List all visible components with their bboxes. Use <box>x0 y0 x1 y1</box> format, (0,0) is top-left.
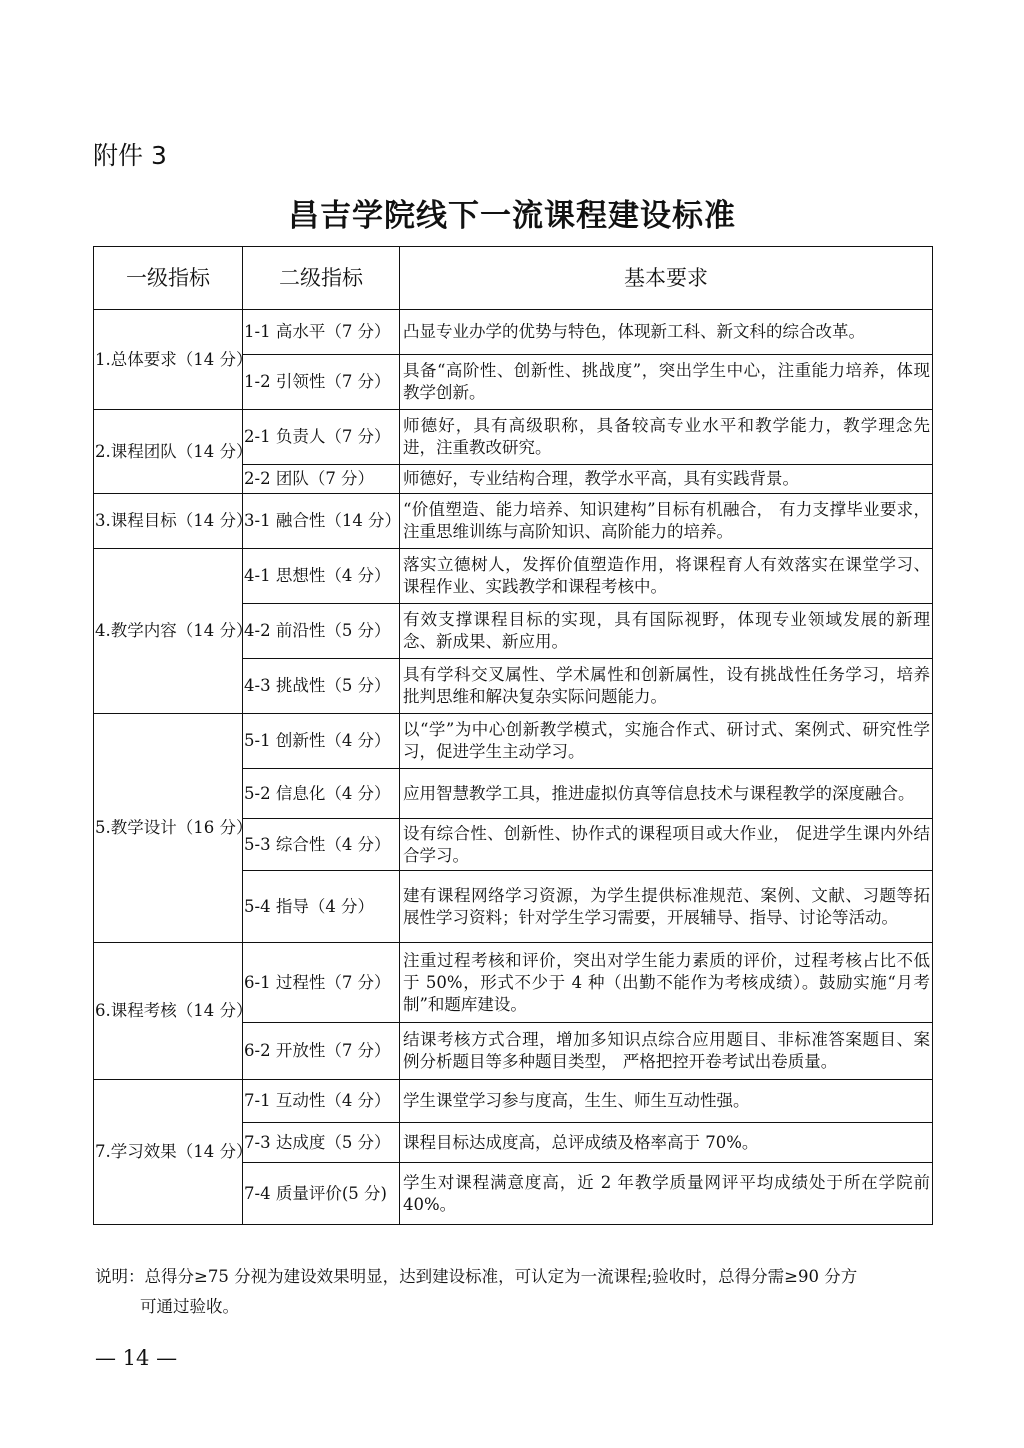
level2-indicator: 3-1 融合性（14 分） <box>243 494 400 549</box>
table-row <box>94 494 933 549</box>
requirement-text: “价值塑造、能力培养、知识建构”目标有机融合， 有力支撑毕业要求，注重思维训练与高阶知识、高阶能力的培养。 <box>400 494 933 549</box>
requirement-text: 学生对课程满意度高，近 2 年教学质量网评平均成绩处于所在学院前 40%。 <box>400 1163 933 1225</box>
requirement-text: 落实立德树人，发挥价值塑造作用，将课程育人有效落实在课堂学习、课程作业、实践教学和课程考核中。 <box>400 549 933 604</box>
table-row <box>94 1080 933 1123</box>
requirement-text: 学生课堂学习参与度高，生生、师生互动性强。 <box>400 1080 933 1123</box>
requirement-text: 建有课程网络学习资源，为学生提供标准规范、案例、文献、习题等拓展性学习资料；针对学生学习需要，开展辅导、指导、讨论等活动。 <box>400 871 933 943</box>
level2-indicator: 5-2 信息化（4 分） <box>243 769 400 819</box>
attachment-label: 附件 3 <box>93 141 167 170</box>
level2-indicator: 2-1 负责人（7 分） <box>243 410 400 465</box>
note-line-1: 说明：总得分≥75 分视为建设效果明显，达到建设标准，可认定为一流课程;验收时，总得分需≥90 分方 <box>95 1267 858 1286</box>
column-header-level2: 二级指标 <box>243 247 400 310</box>
level2-indicator: 5-4 指导（4 分） <box>243 871 400 943</box>
level2-indicator: 5-1 创新性（4 分） <box>243 714 400 769</box>
column-header-level1: 一级指标 <box>94 247 243 310</box>
document-title: 昌吉学院线下一流课程建设标准 <box>288 198 736 234</box>
level2-indicator: 7-1 互动性（4 分） <box>243 1080 400 1123</box>
requirement-text: 应用智慧教学工具，推进虚拟仿真等信息技术与课程教学的深度融合。 <box>400 769 933 819</box>
level2-indicator: 2-2 团队（7 分） <box>243 465 400 494</box>
level2-indicator: 7-4 质量评价(5 分) <box>243 1163 400 1225</box>
level1-indicator: 7.学习效果（14 分） <box>94 1080 243 1225</box>
standards-table <box>93 246 933 1225</box>
level1-indicator: 4.教学内容（14 分） <box>94 549 243 714</box>
page-number: — 14 — <box>95 1346 178 1370</box>
level2-indicator: 1-2 引领性（7 分） <box>243 355 400 410</box>
requirement-text: 有效支撑课程目标的实现，具有国际视野，体现专业领域发展的新理念、新成果、新应用。 <box>400 604 933 659</box>
table-row <box>94 943 933 1023</box>
level2-indicator: 7-3 达成度（5 分） <box>243 1123 400 1163</box>
column-header-requirement: 基本要求 <box>400 247 933 310</box>
level2-indicator: 6-1 过程性（7 分） <box>243 943 400 1023</box>
level2-indicator: 4-1 思想性（4 分） <box>243 549 400 604</box>
requirement-text: 设有综合性、创新性、协作式的课程项目或大作业， 促进学生课内外结合学习。 <box>400 819 933 871</box>
table-body <box>94 310 933 1225</box>
level1-indicator: 5.教学设计（16 分） <box>94 714 243 943</box>
level1-indicator: 6.课程考核（14 分） <box>94 943 243 1080</box>
requirement-text: 结课考核方式合理，增加多知识点综合应用题目、非标准答案题目、案例分析题目等多种题目类型， 严格把控开卷考试出卷质量。 <box>400 1023 933 1080</box>
table-row <box>94 310 933 355</box>
requirement-text: 具备“高阶性、创新性、挑战度”，突出学生中心，注重能力培养，体现教学创新。 <box>400 355 933 410</box>
level1-indicator: 1.总体要求（14 分） <box>94 310 243 410</box>
level2-indicator: 4-3 挑战性（5 分） <box>243 659 400 714</box>
note-line-2: 可通过验收。 <box>140 1297 239 1316</box>
requirement-text: 以“学”为中心创新教学模式，实施合作式、研讨式、案例式、研究性学习，促进学生主动学习。 <box>400 714 933 769</box>
table-header-row <box>94 247 933 310</box>
requirement-text: 凸显专业办学的优势与特色，体现新工科、新文科的综合改革。 <box>400 310 933 355</box>
level1-indicator: 3.课程目标（14 分） <box>94 494 243 549</box>
level1-indicator: 2.课程团队（14 分） <box>94 410 243 494</box>
level2-indicator: 4-2 前沿性（5 分） <box>243 604 400 659</box>
table-row <box>94 714 933 769</box>
table-row <box>94 549 933 604</box>
requirement-text: 师德好，专业结构合理，教学水平高，具有实践背景。 <box>400 465 933 494</box>
level2-indicator: 5-3 综合性（4 分） <box>243 819 400 871</box>
level2-indicator: 6-2 开放性（7 分） <box>243 1023 400 1080</box>
requirement-text: 具有学科交叉属性、学术属性和创新属性，设有挑战性任务学习，培养批判思维和解决复杂实际问题能力。 <box>400 659 933 714</box>
requirement-text: 注重过程考核和评价，突出对学生能力素质的评价，过程考核占比不低于 50%，形式不少于 4 种（出勤不能作为考核成绩）。鼓励实施“月考制”和题库建设。 <box>400 943 933 1023</box>
explanation-note <box>95 1262 935 1322</box>
requirement-text: 师德好，具有高级职称，具备较高专业水平和教学能力，教学理念先进，注重教改研究。 <box>400 410 933 465</box>
requirement-text: 课程目标达成度高，总评成绩及格率高于 70%。 <box>400 1123 933 1163</box>
level2-indicator: 1-1 高水平（7 分） <box>243 310 400 355</box>
table-row <box>94 410 933 465</box>
